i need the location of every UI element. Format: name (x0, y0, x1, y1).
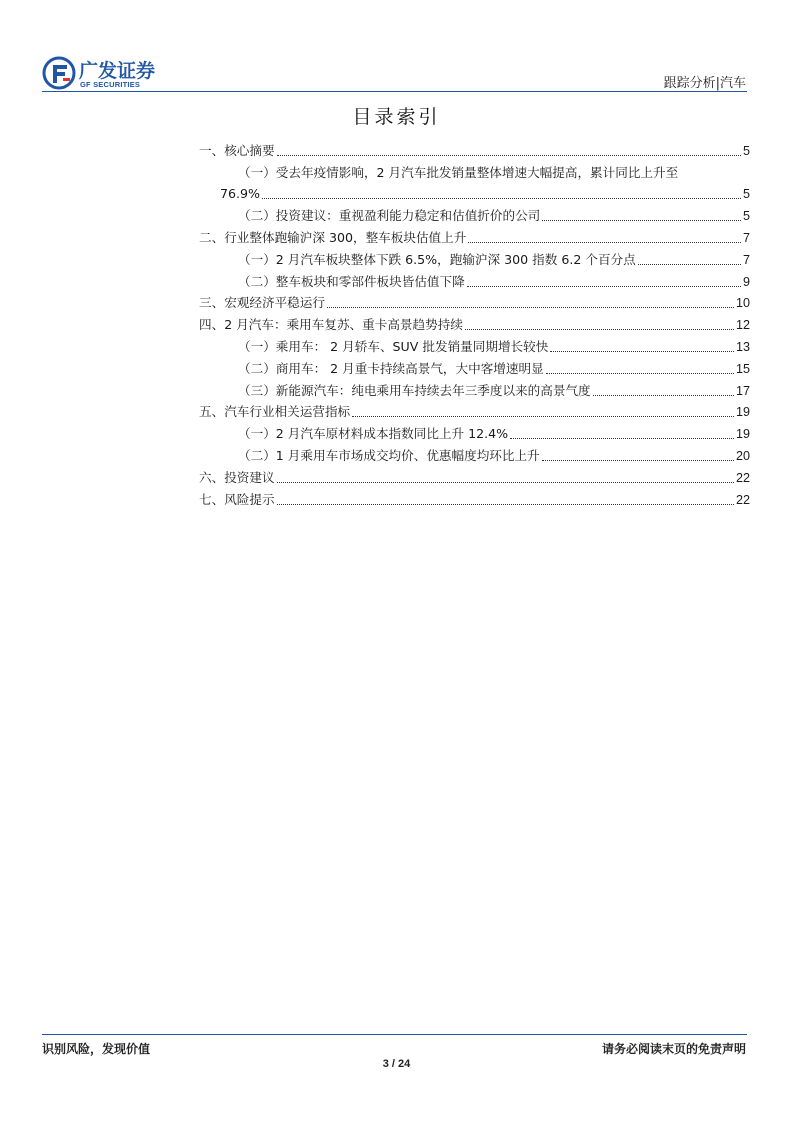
toc-entry-page: 19 (735, 427, 750, 442)
toc-entry[interactable] (199, 268, 750, 290)
toc-dot-leader (593, 394, 734, 396)
toc-dot-leader (550, 350, 734, 352)
toc-entry[interactable] (199, 159, 750, 181)
toc-entry-title: 七、风险提示 (199, 491, 275, 507)
toc-entry-title: （二）1 月乘用车市场成交均价、优惠幅度均环比上升 (238, 447, 540, 463)
toc-entry[interactable] (199, 202, 750, 224)
toc-entry[interactable] (199, 224, 750, 246)
toc-dot-leader (638, 263, 741, 265)
toc-entry-title: （一）2 月汽车原材料成本指数同比上升 12.4% (238, 426, 509, 442)
toc-entry[interactable] (199, 181, 750, 203)
toc-entry[interactable] (199, 377, 750, 399)
toc-entry-page: 17 (735, 383, 750, 398)
toc-entry[interactable] (199, 420, 750, 442)
toc-entry-title: （一）乘用车： 2 月轿车、SUV 批发销量同期增长较快 (238, 338, 549, 354)
company-logo (42, 56, 182, 92)
toc-dot-leader (542, 459, 734, 461)
logo-english-name: GF SECURITIES (80, 80, 141, 89)
toc-dot-leader (542, 219, 741, 221)
toc-entry[interactable] (199, 442, 750, 464)
report-section-label: 跟踪分析|汽车 (663, 76, 746, 91)
toc-entry-page: 10 (735, 296, 750, 311)
table-of-contents (199, 137, 750, 508)
toc-entry-page: 20 (735, 448, 750, 463)
footer-divider (42, 1034, 747, 1035)
header-divider (42, 91, 747, 92)
toc-dot-leader (277, 154, 741, 156)
toc-entry[interactable] (199, 311, 750, 333)
footer-disclaimer: 请务必阅读末页的免责声明 (601, 1042, 746, 1056)
toc-entry-title: 五、汽车行业相关运营指标 (199, 404, 351, 420)
toc-dot-leader (262, 197, 741, 199)
toc-entry-title: （二）整车板块和零部件板块皆估值下降 (238, 273, 465, 289)
toc-entry[interactable] (199, 464, 750, 486)
toc-entry[interactable] (199, 486, 750, 508)
toc-entry-title: 六、投资建议 (199, 469, 275, 485)
toc-entry-page: 5 (742, 209, 750, 224)
toc-dot-leader (277, 503, 734, 505)
toc-entry-title: 四、2 月汽车：乘用车复苏、重卡高景趋势持续 (199, 317, 463, 333)
toc-entry-page: 15 (735, 361, 750, 376)
toc-dot-leader (468, 241, 741, 243)
toc-dot-leader (546, 372, 734, 374)
toc-entry[interactable] (199, 246, 750, 268)
toc-entry-title: 三、宏观经济平稳运行 (199, 295, 325, 311)
toc-entry-page: 22 (735, 470, 750, 485)
toc-entry-title: 76.9% (220, 186, 261, 202)
toc-entry[interactable] (199, 355, 750, 377)
toc-dot-leader (327, 306, 734, 308)
toc-dot-leader (510, 437, 734, 439)
toc-entry-page: 13 (735, 339, 750, 354)
toc-dot-leader (277, 481, 734, 483)
toc-title: 目录索引 (352, 106, 441, 128)
toc-entry[interactable] (199, 137, 750, 159)
toc-entry-page: 19 (735, 405, 750, 420)
logo-chinese-name: 广发证券 (79, 60, 156, 82)
toc-dot-leader (467, 285, 741, 287)
toc-dot-leader (352, 415, 734, 417)
page-number: 3 / 24 (382, 1058, 411, 1070)
toc-entry-title: （一）2 月汽车板块整体下跌 6.5%，跑输沪深 300 指数 6.2 个百分点 (238, 251, 636, 267)
toc-entry[interactable] (199, 333, 750, 355)
toc-entry-title: （一）受去年疫情影响，2 月汽车批发销量整体增速大幅提高，累计同比上升至 (238, 164, 679, 180)
footer-slogan: 识别风险，发现价值 (42, 1042, 151, 1056)
toc-entry-page: 12 (735, 318, 750, 333)
toc-entry-page: 7 (742, 252, 750, 267)
toc-entry-title: （二）投资建议：重视盈利能力稳定和估值折价的公司 (238, 208, 541, 224)
gf-logo-icon (42, 56, 76, 90)
toc-entry-page: 7 (742, 230, 750, 245)
toc-entry-page: 9 (742, 274, 750, 289)
toc-entry[interactable] (199, 290, 750, 312)
toc-entry-title: 一、核心摘要 (199, 142, 275, 158)
toc-entry-page: 22 (735, 492, 750, 507)
toc-entry-title: 二、行业整体跑输沪深 300，整车板块估值上升 (199, 229, 467, 245)
toc-entry[interactable] (199, 399, 750, 421)
toc-entry-title: （二）商用车： 2 月重卡持续高景气，大中客增速明显 (238, 360, 544, 376)
toc-dot-leader (465, 328, 734, 330)
toc-entry-title: （三）新能源汽车：纯电乘用车持续去年三季度以来的高景气度 (238, 382, 591, 398)
toc-entry-page: 5 (742, 143, 750, 158)
toc-entry-page: 5 (742, 187, 750, 202)
